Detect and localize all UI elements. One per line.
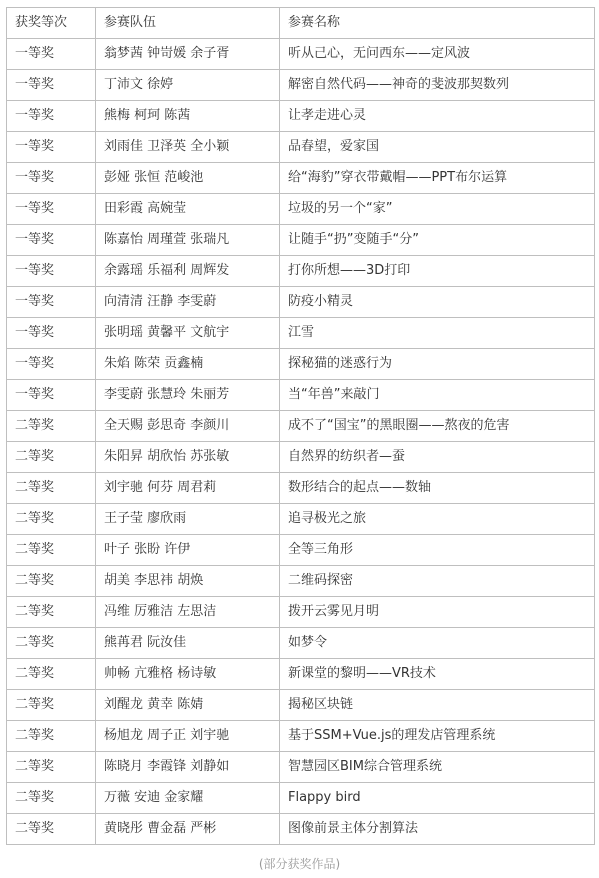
team-cell: 李雯蔚 张慧玲 朱丽芳 xyxy=(96,380,280,411)
entry-name-cell: 品春望，爱家国 xyxy=(280,132,595,163)
table-body xyxy=(7,39,595,845)
award-level-cell: 一等奖 xyxy=(7,287,96,318)
team-cell: 熊梅 柯珂 陈茜 xyxy=(96,101,280,132)
entry-name-cell: 让孝走进心灵 xyxy=(280,101,595,132)
team-cell: 冯维 厉雅洁 左思洁 xyxy=(96,597,280,628)
team-cell: 向清清 汪静 李雯蔚 xyxy=(96,287,280,318)
entry-name-cell: 新课堂的黎明——VR技术 xyxy=(280,659,595,690)
header-award-level: 获奖等次 xyxy=(7,8,96,39)
table-row xyxy=(7,721,595,752)
figure-caption: (部分获奖作品) xyxy=(258,857,341,871)
entry-name-cell: 防疫小精灵 xyxy=(280,287,595,318)
table-row xyxy=(7,752,595,783)
award-level-cell: 二等奖 xyxy=(7,504,96,535)
header-team: 参赛队伍 xyxy=(96,8,280,39)
awards-table xyxy=(6,7,595,845)
award-level-cell: 二等奖 xyxy=(7,752,96,783)
award-level-cell: 二等奖 xyxy=(7,473,96,504)
award-level-cell: 一等奖 xyxy=(7,39,96,70)
table-row xyxy=(7,287,595,318)
table-row xyxy=(7,504,595,535)
team-cell: 刘雨佳 卫泽英 全小颖 xyxy=(96,132,280,163)
table-row xyxy=(7,163,595,194)
award-level-cell: 一等奖 xyxy=(7,318,96,349)
award-level-cell: 二等奖 xyxy=(7,535,96,566)
table-row xyxy=(7,535,595,566)
team-cell: 陈嘉怡 周瑾萱 张瑞凡 xyxy=(96,225,280,256)
award-level-cell: 二等奖 xyxy=(7,597,96,628)
team-cell: 朱阳昇 胡欣怡 苏张敏 xyxy=(96,442,280,473)
team-cell: 余露瑶 乐福利 周辉发 xyxy=(96,256,280,287)
table-row xyxy=(7,225,595,256)
entry-name-cell: 二维码探密 xyxy=(280,566,595,597)
award-level-cell: 一等奖 xyxy=(7,194,96,225)
award-level-cell: 二等奖 xyxy=(7,783,96,814)
award-level-cell: 一等奖 xyxy=(7,349,96,380)
table-row xyxy=(7,39,595,70)
award-level-cell: 二等奖 xyxy=(7,442,96,473)
entry-name-cell: 基于SSM+Vue.js的理发店管理系统 xyxy=(280,721,595,752)
entry-name-cell: 江雪 xyxy=(280,318,595,349)
table-row xyxy=(7,783,595,814)
table-row xyxy=(7,411,595,442)
team-cell: 王子莹 廖欣雨 xyxy=(96,504,280,535)
entry-name-cell: 智慧园区BIM综合管理系统 xyxy=(280,752,595,783)
award-level-cell: 二等奖 xyxy=(7,411,96,442)
entry-name-cell: 垃圾的另一个“家” xyxy=(280,194,595,225)
entry-name-cell: 解密自然代码——神奇的斐波那契数列 xyxy=(280,70,595,101)
award-level-cell: 二等奖 xyxy=(7,659,96,690)
table-row xyxy=(7,101,595,132)
entry-name-cell: 如梦令 xyxy=(280,628,595,659)
award-level-cell: 一等奖 xyxy=(7,70,96,101)
team-cell: 田彩霞 高婉莹 xyxy=(96,194,280,225)
entry-name-cell: 追寻极光之旅 xyxy=(280,504,595,535)
entry-name-cell: 揭秘区块链 xyxy=(280,690,595,721)
table-row xyxy=(7,473,595,504)
award-level-cell: 二等奖 xyxy=(7,721,96,752)
entry-name-cell: 给“海豹”穿衣带戴帽——PPT布尔运算 xyxy=(280,163,595,194)
team-cell: 丁沛文 徐婷 xyxy=(96,70,280,101)
award-level-cell: 一等奖 xyxy=(7,225,96,256)
table-row xyxy=(7,442,595,473)
entry-name-cell: 让随手“扔”变随手“分” xyxy=(280,225,595,256)
award-level-cell: 二等奖 xyxy=(7,814,96,845)
table-row xyxy=(7,194,595,225)
table-row xyxy=(7,380,595,411)
table-row xyxy=(7,659,595,690)
entry-name-cell: 数形结合的起点——数轴 xyxy=(280,473,595,504)
team-cell: 翁梦茜 钟岢媛 余子胥 xyxy=(96,39,280,70)
table-row xyxy=(7,318,595,349)
team-cell: 黄晓彤 曹金磊 严彬 xyxy=(96,814,280,845)
entry-name-cell: 图像前景主体分割算法 xyxy=(280,814,595,845)
award-level-cell: 二等奖 xyxy=(7,566,96,597)
team-cell: 陈晓月 李霞锋 刘静如 xyxy=(96,752,280,783)
team-cell: 帅畅 亢雅格 杨诗敏 xyxy=(96,659,280,690)
team-cell: 朱焰 陈荣 贡鑫楠 xyxy=(96,349,280,380)
header-row xyxy=(7,8,595,39)
team-cell: 刘宇驰 何芬 周君莉 xyxy=(96,473,280,504)
table-row xyxy=(7,70,595,101)
award-level-cell: 一等奖 xyxy=(7,256,96,287)
award-level-cell: 二等奖 xyxy=(7,628,96,659)
team-cell: 万薇 安迪 金家耀 xyxy=(96,783,280,814)
entry-name-cell: 听从己心，无问西东——定风波 xyxy=(280,39,595,70)
entry-name-cell: 当“年兽”来敲门 xyxy=(280,380,595,411)
team-cell: 全天赐 彭思奇 李颜川 xyxy=(96,411,280,442)
table-row xyxy=(7,814,595,845)
entry-name-cell: 成不了“国宝”的黑眼圈——熬夜的危害 xyxy=(280,411,595,442)
team-cell: 叶子 张盼 许伊 xyxy=(96,535,280,566)
team-cell: 刘醒龙 黄幸 陈婧 xyxy=(96,690,280,721)
table-row xyxy=(7,349,595,380)
team-cell: 彭娅 张恒 范峻池 xyxy=(96,163,280,194)
award-level-cell: 一等奖 xyxy=(7,132,96,163)
table-row xyxy=(7,566,595,597)
entry-name-cell: 拨开云雾见月明 xyxy=(280,597,595,628)
entry-name-cell: 打你所想——3D打印 xyxy=(280,256,595,287)
award-level-cell: 一等奖 xyxy=(7,380,96,411)
team-cell: 胡美 李思祎 胡焕 xyxy=(96,566,280,597)
entry-name-cell: 全等三角形 xyxy=(280,535,595,566)
table-row xyxy=(7,597,595,628)
award-level-cell: 一等奖 xyxy=(7,163,96,194)
team-cell: 张明瑶 黄馨平 文航宇 xyxy=(96,318,280,349)
award-level-cell: 二等奖 xyxy=(7,690,96,721)
table-row xyxy=(7,256,595,287)
entry-name-cell: 自然界的纺织者—蚕 xyxy=(280,442,595,473)
team-cell: 熊苒君 阮汝佳 xyxy=(96,628,280,659)
table-row xyxy=(7,132,595,163)
header-entry-name: 参赛名称 xyxy=(280,8,595,39)
entry-name-cell: 探秘猫的迷惑行为 xyxy=(280,349,595,380)
entry-name-cell: Flappy bird xyxy=(280,783,595,814)
table-row xyxy=(7,690,595,721)
award-level-cell: 一等奖 xyxy=(7,101,96,132)
table-row xyxy=(7,628,595,659)
team-cell: 杨旭龙 周子正 刘宇驰 xyxy=(96,721,280,752)
